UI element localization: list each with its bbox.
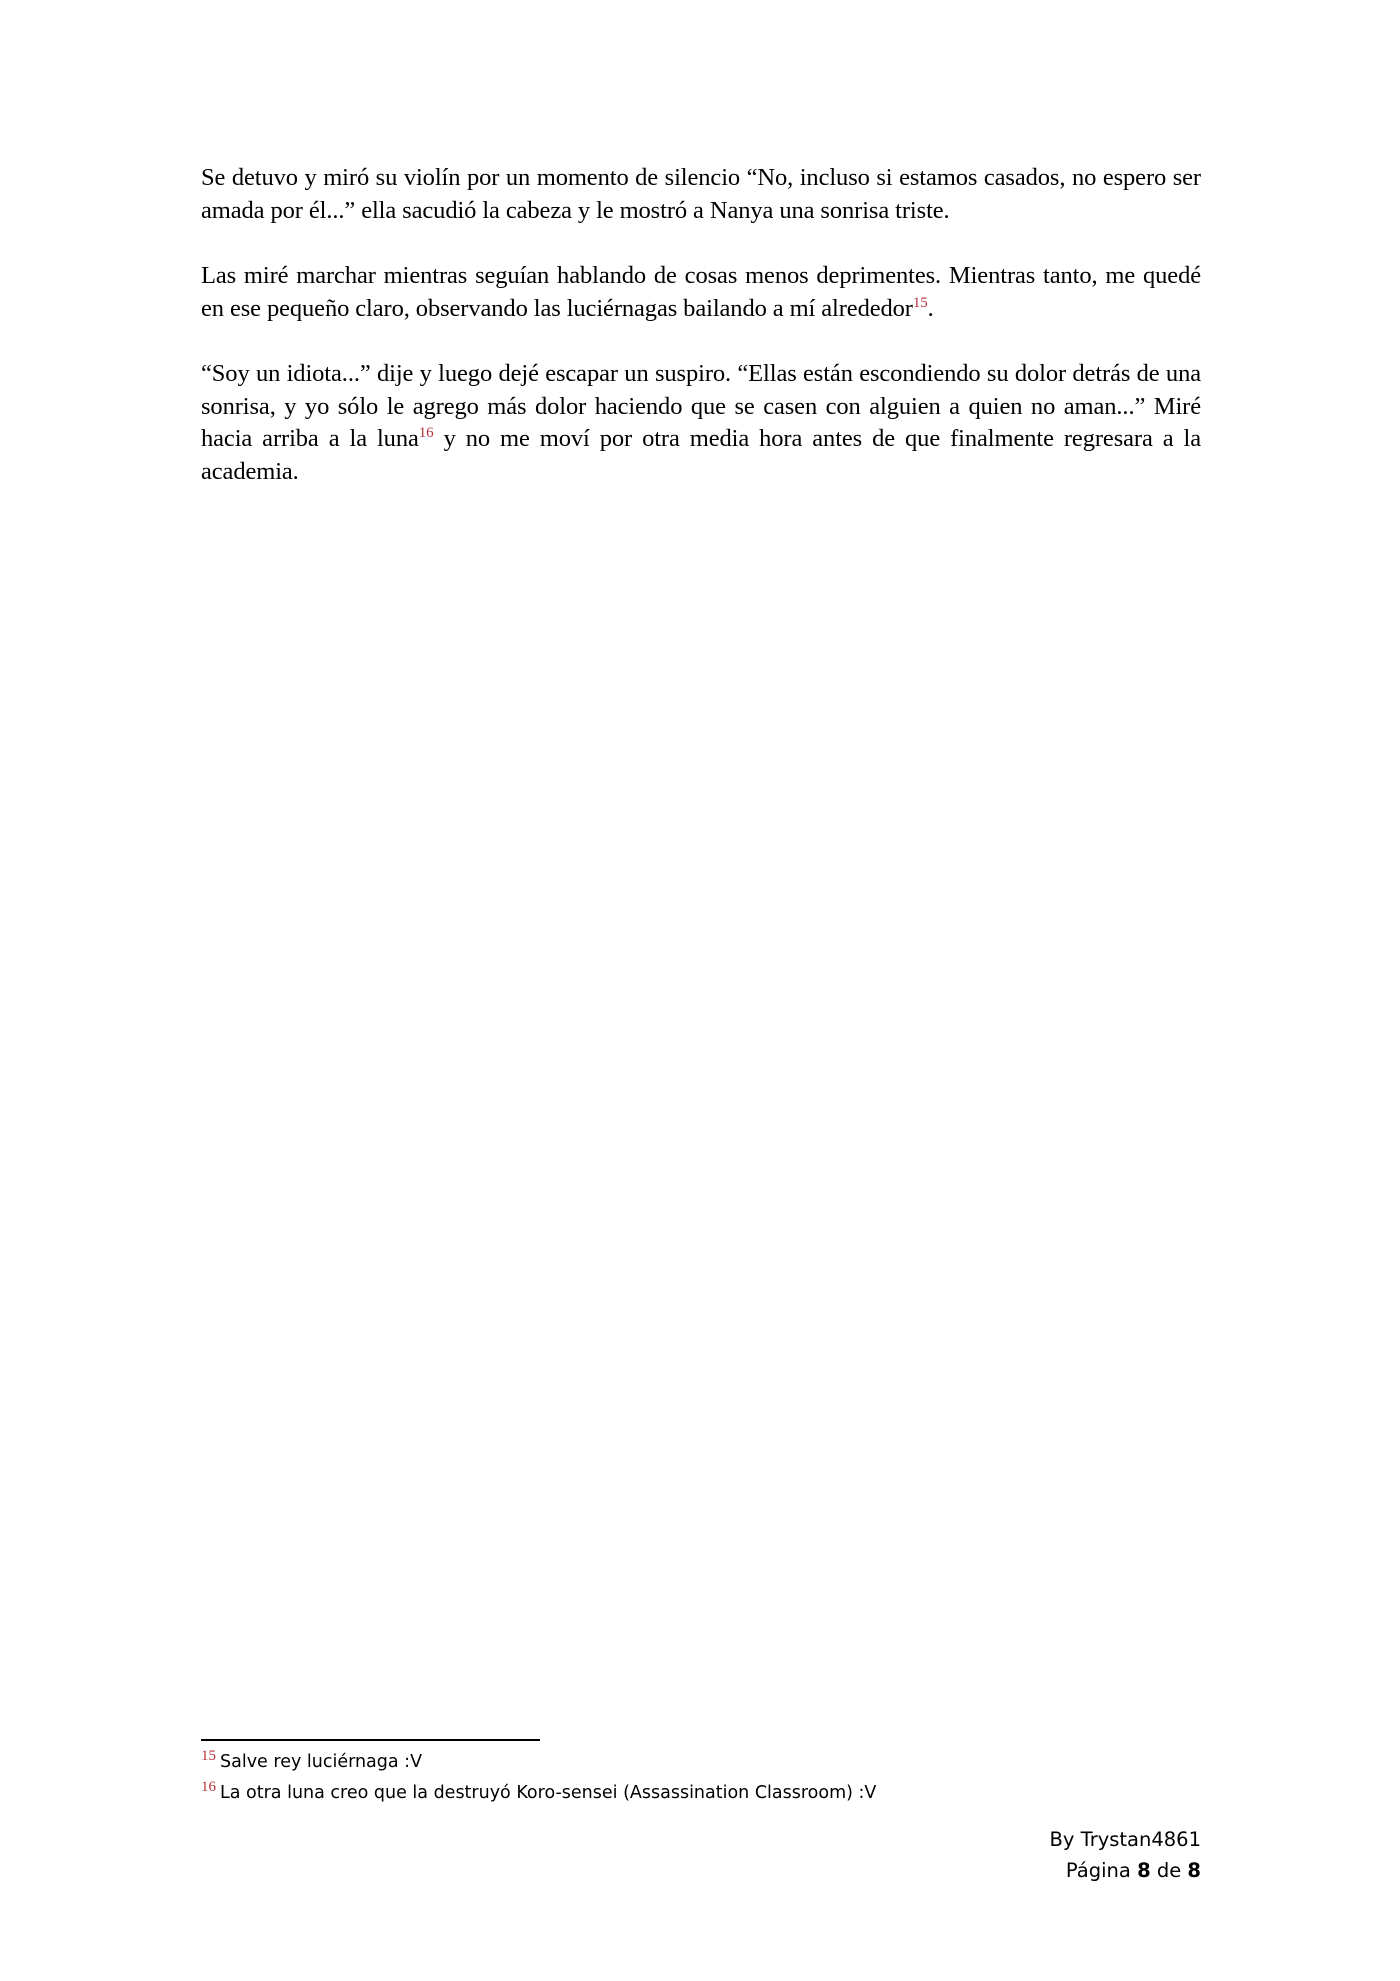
- page-label: Página: [1065, 1859, 1138, 1882]
- footnote-separator: [201, 1739, 540, 1741]
- paragraph-text: Las miré marchar mientras seguían hablando de cosas menos deprimentes. Mientras tanto, me quedé en ese pequeño claro, observando las luciérnagas bailando a mí alrededor: [201, 262, 1201, 322]
- body-text: [201, 162, 1201, 521]
- page-total: 8: [1187, 1859, 1201, 1882]
- paragraph: [201, 260, 1201, 325]
- paragraph-text: y no me moví por otra media hora antes de que finalmente regresara a la academia.: [201, 425, 1201, 485]
- paragraph-text: Se detuvo y miró su violín por un momento de silencio “No, incluso si estamos casados, no espero ser amada por él...” ella sacudió la cabeza y le mostró a Nanya una sonrisa triste.: [201, 164, 1201, 224]
- page-separator: de: [1150, 1859, 1188, 1882]
- footnote-15: [201, 1747, 1201, 1778]
- footnote-number: 16: [201, 1779, 216, 1796]
- page-footer: [1050, 1824, 1201, 1886]
- footnote-number: 15: [201, 1748, 216, 1765]
- paragraph: [201, 162, 1201, 227]
- page-current: 8: [1137, 1859, 1151, 1882]
- page-number: [1050, 1855, 1201, 1886]
- footnote-text: La otra luna creo que la destruyó Koro-sensei (Assassination Classroom) :V: [220, 1783, 877, 1803]
- author-credit: By Trystan4861: [1049, 1828, 1201, 1851]
- footnote-16: [201, 1778, 1201, 1809]
- footnote-reference-16[interactable]: 16: [418, 424, 434, 441]
- paragraph-text: .: [927, 294, 934, 322]
- paragraph-text: “Soy un idiota...” dije y luego dejé escapar un suspiro. “Ellas están escondiendo su dolor detrás de una sonrisa, y yo sólo le agrego más dolor haciendo que se casen con alguien a quien no aman...” Miré hacia arriba a la luna: [201, 360, 1201, 452]
- paragraph: [201, 358, 1201, 488]
- footnote-reference-15[interactable]: 15: [912, 294, 928, 311]
- footnote-text: Salve rey luciérnaga :V: [220, 1752, 423, 1772]
- footnotes: [201, 1747, 1201, 1809]
